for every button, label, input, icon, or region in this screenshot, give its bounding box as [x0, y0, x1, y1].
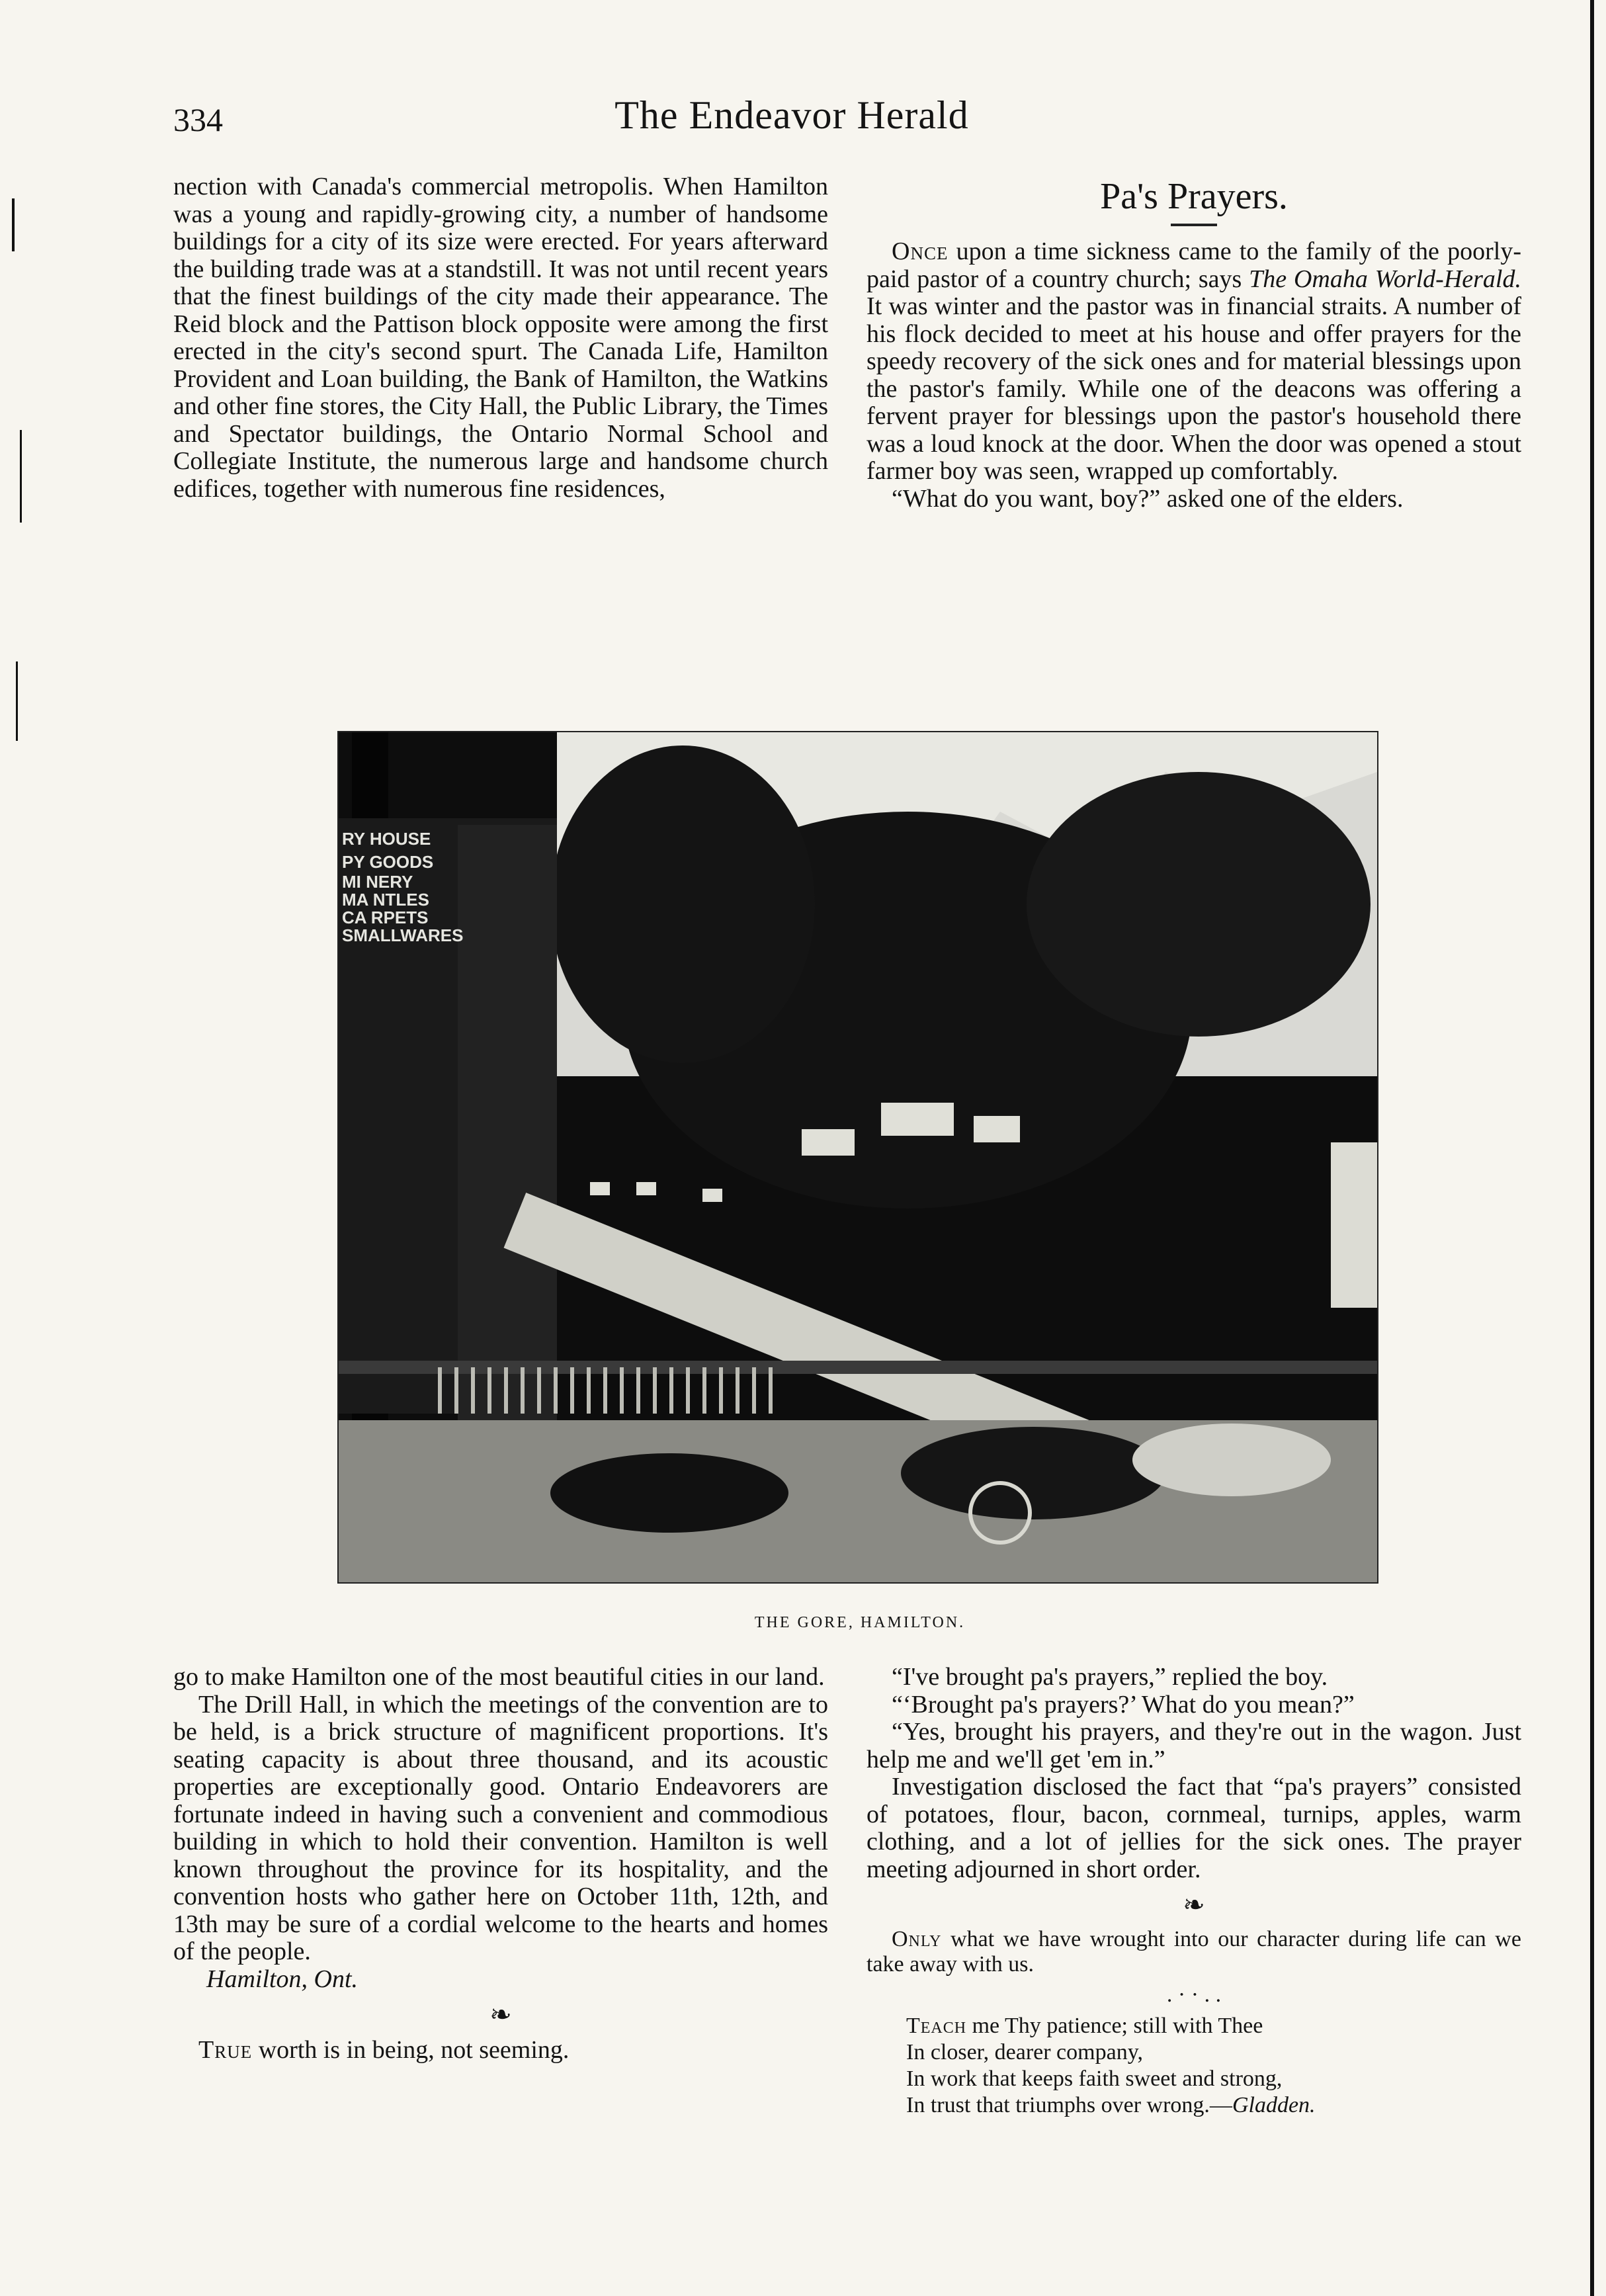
continued-paragraph-end: go to make Hamilton one of the most beautiful cities in our land. — [173, 1663, 825, 1691]
left-column-top — [173, 173, 828, 503]
sign-line: MA NTLES — [342, 890, 429, 910]
verse-author: Gladden. — [1232, 2093, 1316, 2117]
article-paragraph-1: Once upon a time sickness came to the family of the poorly-paid pastor of a country church; says The Omaha World-Herald. It was winter and the pastor was in financial straits. A number of his flock decided to meet at his house and offer prayers for the speedy recovery of the sick ones and for material blessings upon the pastor's family. While one of the deacons was offering a fervent prayer for blessings upon the pastor's household there was a loud knock at the door. When the door was opened a stout farmer boy was seen, wrapped up comfortably. — [866, 237, 1521, 485]
ornament-icon: ❧ — [489, 2000, 512, 2029]
verse-line: In work that keeps faith sweet and strong, — [906, 2066, 1283, 2091]
right-column-bottom — [866, 1664, 1521, 2119]
article-paragraph-2: “What do you want, boy?” asked one of the elders. — [892, 484, 1404, 513]
binding-edge-mark — [12, 198, 15, 251]
right-edge-rule — [1590, 0, 1594, 2296]
verse-line: Teach me Thy patience; still with Thee — [906, 2014, 1263, 2038]
right-column-top — [866, 173, 1521, 513]
verse-line: In trust that triumphs over wrong.—Gladden. — [906, 2093, 1316, 2117]
dialogue-line: “Yes, brought his prayers, and they're out in the wagon. Just help me and we'll get 'em in.” — [866, 1718, 1521, 1773]
figure-caption: THE GORE, HAMILTON. — [754, 1614, 966, 1631]
dialogue-line: “‘Brought pa's prayers?’ What do you mean?” — [892, 1690, 1355, 1719]
journal-title: The Endeavor Herald — [614, 93, 969, 137]
ornament-icon: ❧ — [1183, 1890, 1205, 1920]
photo-illustration — [339, 732, 1377, 1582]
sign-line: SMALLWARES — [342, 925, 464, 945]
dateline-signature: Hamilton, Ont. — [206, 1965, 359, 1993]
sign-line: MI NERY — [342, 872, 413, 892]
source-name: The Omaha World-Herald. — [1249, 265, 1521, 293]
binding-edge-mark — [20, 430, 22, 523]
dot-ornament: . · · . . — [1166, 1982, 1222, 2007]
article-title: Pa's Prayers. — [1100, 176, 1288, 217]
sign-line: PY GOODS — [342, 852, 434, 872]
sign-line: RY HOUSE — [342, 829, 431, 849]
binding-edge-mark — [16, 661, 18, 741]
photo-the-gore — [337, 731, 1378, 1584]
verse — [866, 2013, 1521, 2119]
verse-line: In closer, dearer company, — [906, 2040, 1143, 2064]
drop-word: Once — [892, 237, 949, 265]
drill-hall-paragraph: The Drill Hall, in which the meetings of the convention are to be held, is a brick structure of magnificent proportions. It's seating capacity is about three thousand, and its acoustic properties are exceptionally good. Ontario Endeavorers are fortunate indeed in having such a convenient and commodious building in which to hold their convention. Hamilton is well known throughout the province for its hospitality, and the convention hosts who gather here on October 11th, 12th, and 13th may be sure of a cordial welcome to the hearts and homes of the people. — [173, 1690, 828, 1965]
conclusion-paragraph: Investigation disclosed the fact that “pa's prayers” consisted of potatoes, flour, bacon, cornmeal, turnips, apples, warm clothing, and a lot of jellies for the sick ones. The prayer meeting adjourned in short order. — [866, 1773, 1521, 1883]
maxim: True worth is in being, not seeming. — [198, 2036, 570, 2064]
running-head — [173, 93, 1410, 152]
continued-paragraph: nection with Canada's commercial metropolis. When Hamilton was a young and rapidly-growing city, a number of handsome buildings for a city of its size were erected. For years afterward the building trade was at a standstill. It was not until recent years that the finest buildings of the city made their appearance. The Reid block and the Pattison block opposite were among the first erected in the city's second spurt. The Canada Life, Hamilton Provident and Loan building, the Bank of Hamilton, the Watkins and other fine stores, the City Hall, the Public Library, the Times and Spectator buildings, the Ontario Normal School and Collegiate Institute, the numerous large and handsome church edifices, together with numerous fine residences, — [173, 173, 828, 503]
sign-line: CA RPETS — [342, 908, 429, 927]
title-rule — [1171, 224, 1217, 226]
left-column-bottom — [173, 1664, 828, 2064]
page-number: 334 — [173, 101, 223, 138]
dialogue-line: “I've brought pa's prayers,” replied the boy. — [892, 1663, 1328, 1691]
maxim: Only what we have wrought into our character during life can we take away with us. — [866, 1927, 1521, 1977]
